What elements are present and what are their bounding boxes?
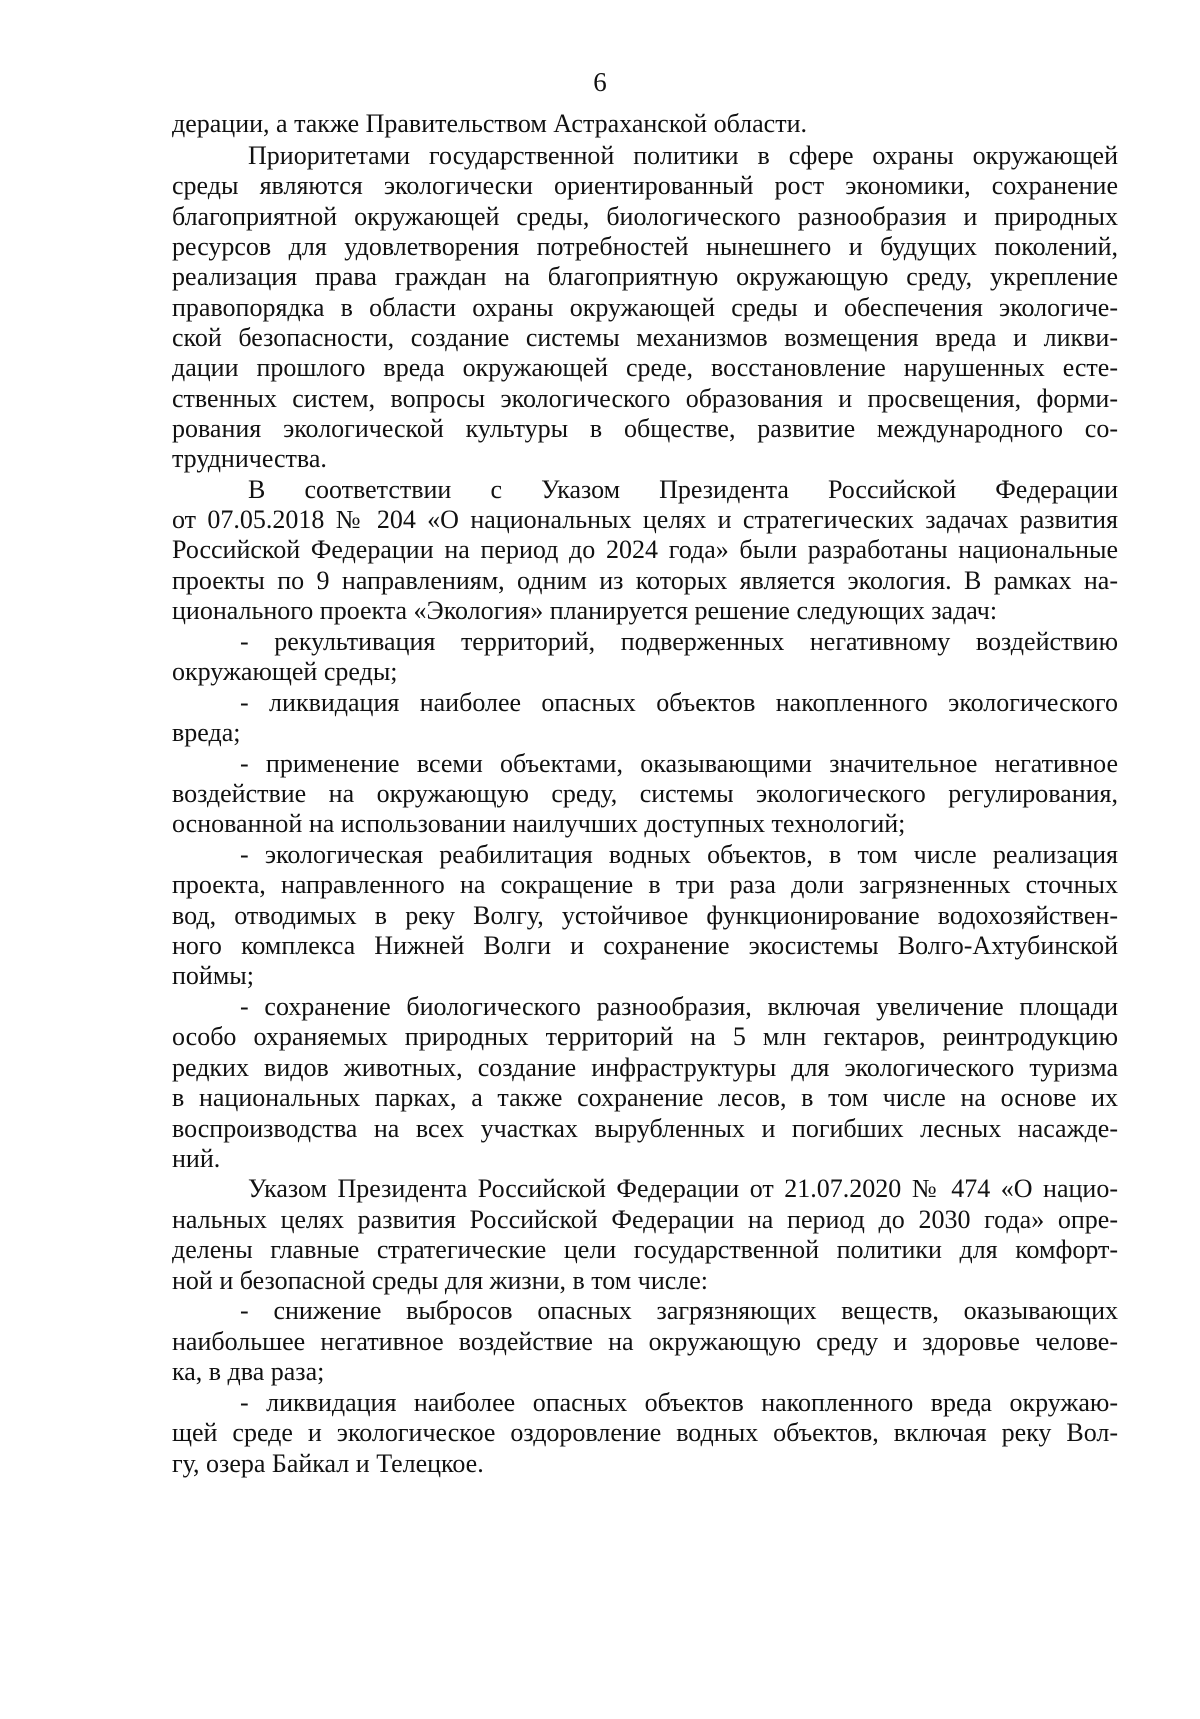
text-line: - сохранение биологического разнообразия, включая увеличение площади	[240, 992, 1118, 1021]
text-line: окружающей среды;	[172, 657, 398, 686]
text-line: особо охраняемых природных территорий на 5 млн гектаров, реинтродукцию	[172, 1022, 1118, 1051]
page-number: 6	[593, 67, 607, 97]
text-line: проекта, направленного на сокращение в три раза доли загрязненных сточных	[172, 870, 1118, 899]
text-line: щей среде и экологическое оздоровление водных объектов, включая реку Вол-	[172, 1418, 1118, 1447]
text-line: - применение всеми объектами, оказывающими значительное негативное	[240, 749, 1118, 778]
text-line: воздействие на окружающую среду, системы экологического регулирования,	[172, 779, 1118, 808]
text-line: ственных систем, вопросы экологического образования и просвещения, форми-	[172, 384, 1118, 413]
text-line: - экологическая реабилитация водных объектов, в том числе реализация	[240, 840, 1118, 869]
text-line: Указом Президента Российской Федерации от 21.07.2020 № 474 «О нацио-	[248, 1174, 1118, 1203]
text-line: гу, озера Байкал и Телецкое.	[172, 1449, 484, 1478]
text-line: делены главные стратегические цели государственной политики для комфорт-	[172, 1235, 1118, 1264]
text-line: ка, в два раза;	[172, 1357, 325, 1386]
text-line: поймы;	[172, 961, 254, 990]
text-line: - ликвидация наиболее опасных объектов накопленного вреда окружаю-	[240, 1388, 1118, 1417]
text-line: проекты по 9 направлениям, одним из которых является экология. В рамках на-	[172, 566, 1118, 595]
text-line: Приоритетами государственной политики в сфере охраны окружающей	[248, 141, 1118, 170]
text-line: дерации, а также Правительством Астраханской области.	[172, 109, 807, 138]
text-line: - снижение выбросов опасных загрязняющих веществ, оказывающих	[240, 1296, 1118, 1325]
text-line: ресурсов для удовлетворения потребностей нынешнего и будущих поколений,	[172, 232, 1118, 261]
text-line: в национальных парках, а также сохранение лесов, в том числе на основе их	[172, 1083, 1118, 1112]
text-line: ного комплекса Нижней Волги и сохранение экосистемы Волго-Ахтубинской	[172, 931, 1118, 960]
text-line: ской безопасности, создание системы механизмов возмещения вреда и ликви-	[172, 323, 1118, 352]
text-line: рования экологической культуры в обществе, развитие международного со-	[172, 414, 1118, 443]
text-line: трудничества.	[172, 444, 327, 473]
text-line: ний.	[172, 1144, 221, 1173]
text-line: Российской Федерации на период до 2024 года» были разработаны национальные	[172, 535, 1118, 564]
text-line: В соответствии с Указом Президента Российской Федерации	[248, 475, 1118, 504]
text-line: редких видов животных, создание инфраструктуры для экологического туризма	[172, 1053, 1118, 1082]
text-line: воспроизводства на всех участках вырубленных и погибших лесных насажде-	[172, 1114, 1118, 1143]
text-line: реализация права граждан на благоприятную окружающую среду, укрепление	[172, 262, 1118, 291]
text-line: дации прошлого вреда окружающей среде, восстановление нарушенных есте-	[172, 353, 1118, 382]
text-line: благоприятной окружающей среды, биологического разнообразия и природных	[172, 202, 1118, 231]
text-line: основанной на использовании наилучших доступных технологий;	[172, 809, 906, 838]
text-line: - ликвидация наиболее опасных объектов накопленного экологического	[240, 688, 1118, 717]
text-line: ционального проекта «Экология» планируется решение следующих задач:	[172, 596, 998, 625]
text-line: нальных целях развития Российской Федерации на период до 2030 года» опре-	[172, 1205, 1118, 1234]
text-line: - рекультивация территорий, подверженных негативному воздействию	[240, 627, 1118, 656]
text-line: правопорядка в области охраны окружающей среды и обеспечения экологиче-	[172, 293, 1118, 322]
text-line: вреда;	[172, 718, 241, 747]
text-line: наибольшее негативное воздействие на окружающую среду и здоровье челове-	[172, 1327, 1118, 1356]
text-line: ной и безопасной среды для жизни, в том числе:	[172, 1266, 709, 1295]
text-line: вод, отводимых в реку Волгу, устойчивое функционирование водохозяйствен-	[172, 901, 1118, 930]
text-line: среды являются экологически ориентированный рост экономики, сохранение	[172, 171, 1118, 200]
text-line: от 07.05.2018 № 204 «О национальных целях и стратегических задачах развития	[172, 505, 1118, 534]
